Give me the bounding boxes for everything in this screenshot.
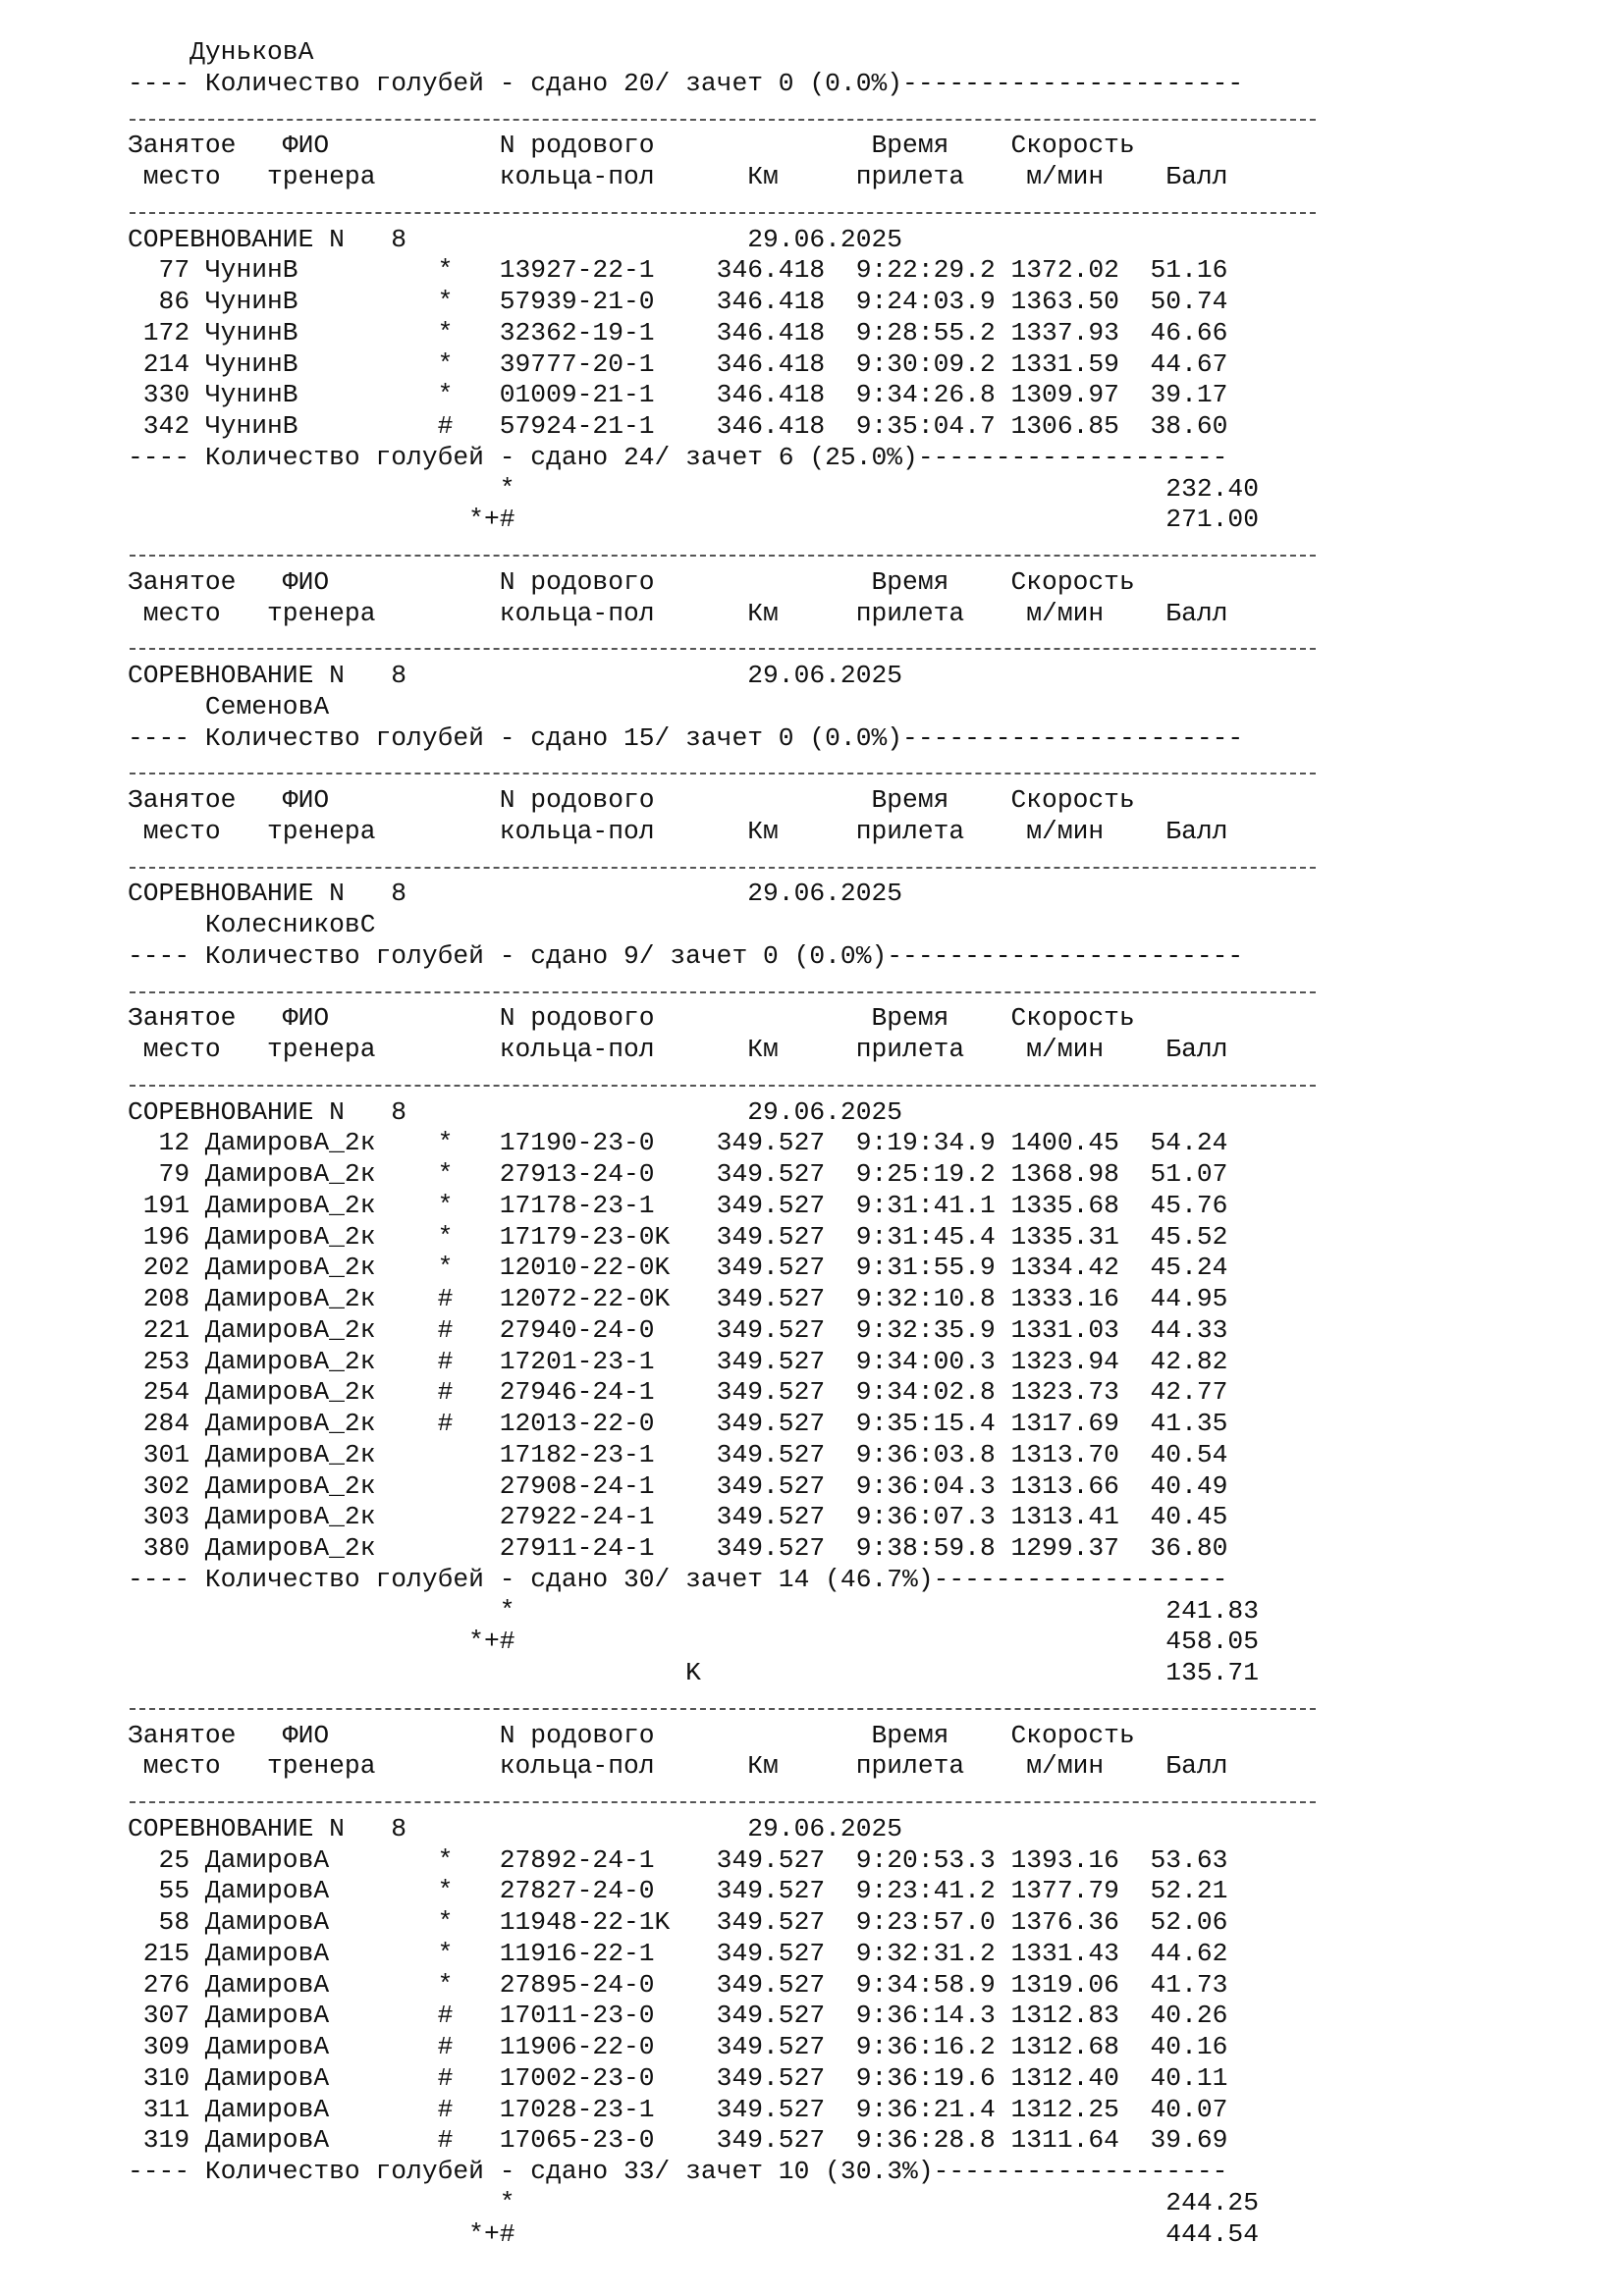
divider	[128, 1689, 1259, 1721]
divider	[128, 1783, 1259, 1814]
result-row: 58 ДамировА * 11948-22-1K 349.527 9:23:57.0 1376.36 52.06	[128, 1907, 1228, 1937]
divider	[128, 848, 1259, 880]
column-header-row-2: место тренера кольца-пол Км прилета м/мин Балл	[128, 1035, 1228, 1064]
total-line: *+# 271.00	[128, 505, 1259, 535]
result-row: 77 ЧунинВ * 13927-22-1 346.418 9:22:29.2 1372.02 51.16	[128, 255, 1228, 286]
result-row: 319 ДамировА # 17065-23-0 349.527 9:36:28.8 1311.64 39.69	[128, 2125, 1228, 2156]
result-row: 172 ЧунинВ * 32362-19-1 346.418 9:28:55.2 1337.93 46.66	[128, 317, 1228, 347]
column-header-row-2: место тренера кольца-пол Км прилета м/мин Балл	[128, 598, 1228, 628]
competition-line: СОРЕВНОВАНИЕ N 8 29.06.2025	[128, 879, 903, 909]
divider	[128, 1066, 1259, 1097]
owner-name: СеменовА	[204, 691, 330, 721]
result-row: 309 ДамировА # 11906-22-0 349.527 9:36:16.2 1312.68 40.16	[128, 2032, 1228, 2061]
column-header-row-2: место тренера кольца-пол Км прилета м/мин Балл	[128, 162, 1228, 191]
result-row: 208 ДамировА_2к # 12072-22-0K 349.527 9:32:10.8 1333.16 44.95	[128, 1284, 1228, 1313]
result-row: 221 ДамировА_2к # 27940-24-0 349.527 9:32:35.9 1331.03 44.33	[128, 1314, 1228, 1345]
result-row: 254 ДамировА_2к # 27946-24-1 349.527 9:34:02.8 1323.73 42.77	[128, 1377, 1228, 1408]
result-row: 302 ДамировА_2к 27908-24-1 349.527 9:36:04.3 1313.66 40.49	[128, 1470, 1228, 1501]
divider	[128, 629, 1259, 661]
summary-line: ---- Количество голубей - сдано 15/ зачет 0 (0.0%)----------------------	[128, 722, 1244, 753]
column-header-row-1: Занятое ФИО N родового Время Скорость	[128, 785, 1135, 815]
result-row: 202 ДамировА_2к * 12010-22-0K 349.527 9:31:55.9 1334.42 45.24	[128, 1253, 1228, 1283]
summary-line: ---- Количество голубей - сдано 20/ зачет 0 (0.0%)----------------------	[128, 68, 1244, 98]
column-header-row-1: Занятое ФИО N родового Время Скорость	[128, 1720, 1135, 1750]
result-row: 215 ДамировА * 11916-22-1 349.527 9:32:31.2 1331.43 44.62	[128, 1938, 1228, 1968]
result-row: 284 ДамировА_2к # 12013-22-0 349.527 9:35:15.4 1317.69 41.35	[128, 1409, 1228, 1438]
result-row: 253 ДамировА_2к # 17201-23-1 349.527 9:34:00.3 1323.94 42.82	[128, 1346, 1228, 1376]
result-row: 191 ДамировА_2к * 17178-23-1 349.527 9:31:41.1 1335.68 45.76	[128, 1190, 1228, 1220]
result-row: 214 ЧунинВ * 39777-20-1 346.418 9:30:09.2 1331.59 44.67	[128, 348, 1228, 379]
total-line: *+# 444.54	[128, 2218, 1259, 2249]
owner-name: ДуньковА	[189, 37, 314, 67]
divider	[128, 193, 1259, 225]
result-row: 303 ДамировА_2к 27922-24-1 349.527 9:36:07.3 1313.41 40.45	[128, 1502, 1228, 1532]
result-row: 380 ДамировА_2к 27911-24-1 349.527 9:38:59.8 1299.37 36.80	[128, 1533, 1228, 1563]
result-row: 79 ДамировА_2к * 27913-24-0 349.527 9:25:19.2 1368.98 51.07	[128, 1159, 1228, 1189]
competition-line: СОРЕВНОВАНИЕ N 8 29.06.2025	[128, 224, 903, 254]
column-header-row-1: Занятое ФИО N родового Время Скорость	[128, 131, 1135, 161]
total-line: * 244.25	[128, 2187, 1259, 2217]
results-printout	[128, 37, 1259, 2250]
result-row: 86 ЧунинВ * 57939-21-0 346.418 9:24:03.9 1363.50 50.74	[128, 287, 1228, 316]
summary-line: ---- Количество голубей - сдано 9/ зачет 0 (0.0%)-----------------------	[128, 940, 1244, 971]
owner-name: КолесниковС	[204, 910, 376, 939]
total-line: K 135.71	[128, 1658, 1259, 1687]
result-row: 342 ЧунинВ # 57924-21-1 346.418 9:35:04.7 1306.85 38.60	[128, 411, 1228, 441]
result-row: 276 ДамировА * 27895-24-0 349.527 9:34:58.9 1319.06 41.73	[128, 1969, 1228, 2000]
column-header-row-2: место тренера кольца-пол Км прилета м/мин Балл	[128, 816, 1228, 846]
divider	[128, 973, 1259, 1004]
divider	[128, 754, 1259, 785]
result-row: 310 ДамировА # 17002-23-0 349.527 9:36:19.6 1312.40 40.11	[128, 2062, 1228, 2093]
competition-line: СОРЕВНОВАНИЕ N 8 29.06.2025	[128, 1096, 903, 1127]
result-row: 196 ДамировА_2к * 17179-23-0K 349.527 9:31:45.4 1335.31 45.52	[128, 1221, 1228, 1252]
total-line: *+# 458.05	[128, 1627, 1259, 1657]
competition-line: СОРЕВНОВАНИЕ N 8 29.06.2025	[128, 1813, 903, 1843]
competition-line: СОРЕВНОВАНИЕ N 8 29.06.2025	[128, 661, 903, 690]
result-row: 55 ДамировА * 27827-24-0 349.527 9:23:41.2 1377.79 52.21	[128, 1876, 1228, 1906]
result-row: 330 ЧунинВ * 01009-21-1 346.418 9:34:26.8 1309.97 39.17	[128, 380, 1228, 410]
result-row: 311 ДамировА # 17028-23-1 349.527 9:36:21.4 1312.25 40.07	[128, 2094, 1228, 2124]
total-line: * 232.40	[128, 473, 1259, 504]
summary-line: ---- Количество голубей - сдано 33/ зачет 10 (30.3%)-------------------	[128, 2157, 1228, 2186]
summary-line: ---- Количество голубей - сдано 30/ зачет 14 (46.7%)-------------------	[128, 1564, 1228, 1594]
result-row: 301 ДамировА_2к 17182-23-1 349.527 9:36:03.8 1313.70 40.54	[128, 1439, 1228, 1469]
total-line: * 241.83	[128, 1595, 1259, 1626]
column-header-row-1: Занятое ФИО N родового Время Скорость	[128, 566, 1135, 597]
summary-line: ---- Количество голубей - сдано 24/ зачет 6 (25.0%)--------------------	[128, 442, 1228, 472]
column-header-row-1: Занятое ФИО N родового Время Скорость	[128, 1003, 1135, 1034]
divider	[128, 536, 1259, 567]
result-row: 307 ДамировА # 17011-23-0 349.527 9:36:14.3 1312.83 40.26	[128, 2001, 1228, 2031]
result-row: 25 ДамировА * 27892-24-1 349.527 9:20:53.3 1393.16 53.63	[128, 1844, 1228, 1875]
result-row: 12 ДамировА_2к * 17190-23-0 349.527 9:19:34.9 1400.45 54.24	[128, 1128, 1228, 1158]
column-header-row-2: место тренера кольца-пол Км прилета м/мин Балл	[128, 1751, 1228, 1782]
divider	[128, 100, 1259, 132]
